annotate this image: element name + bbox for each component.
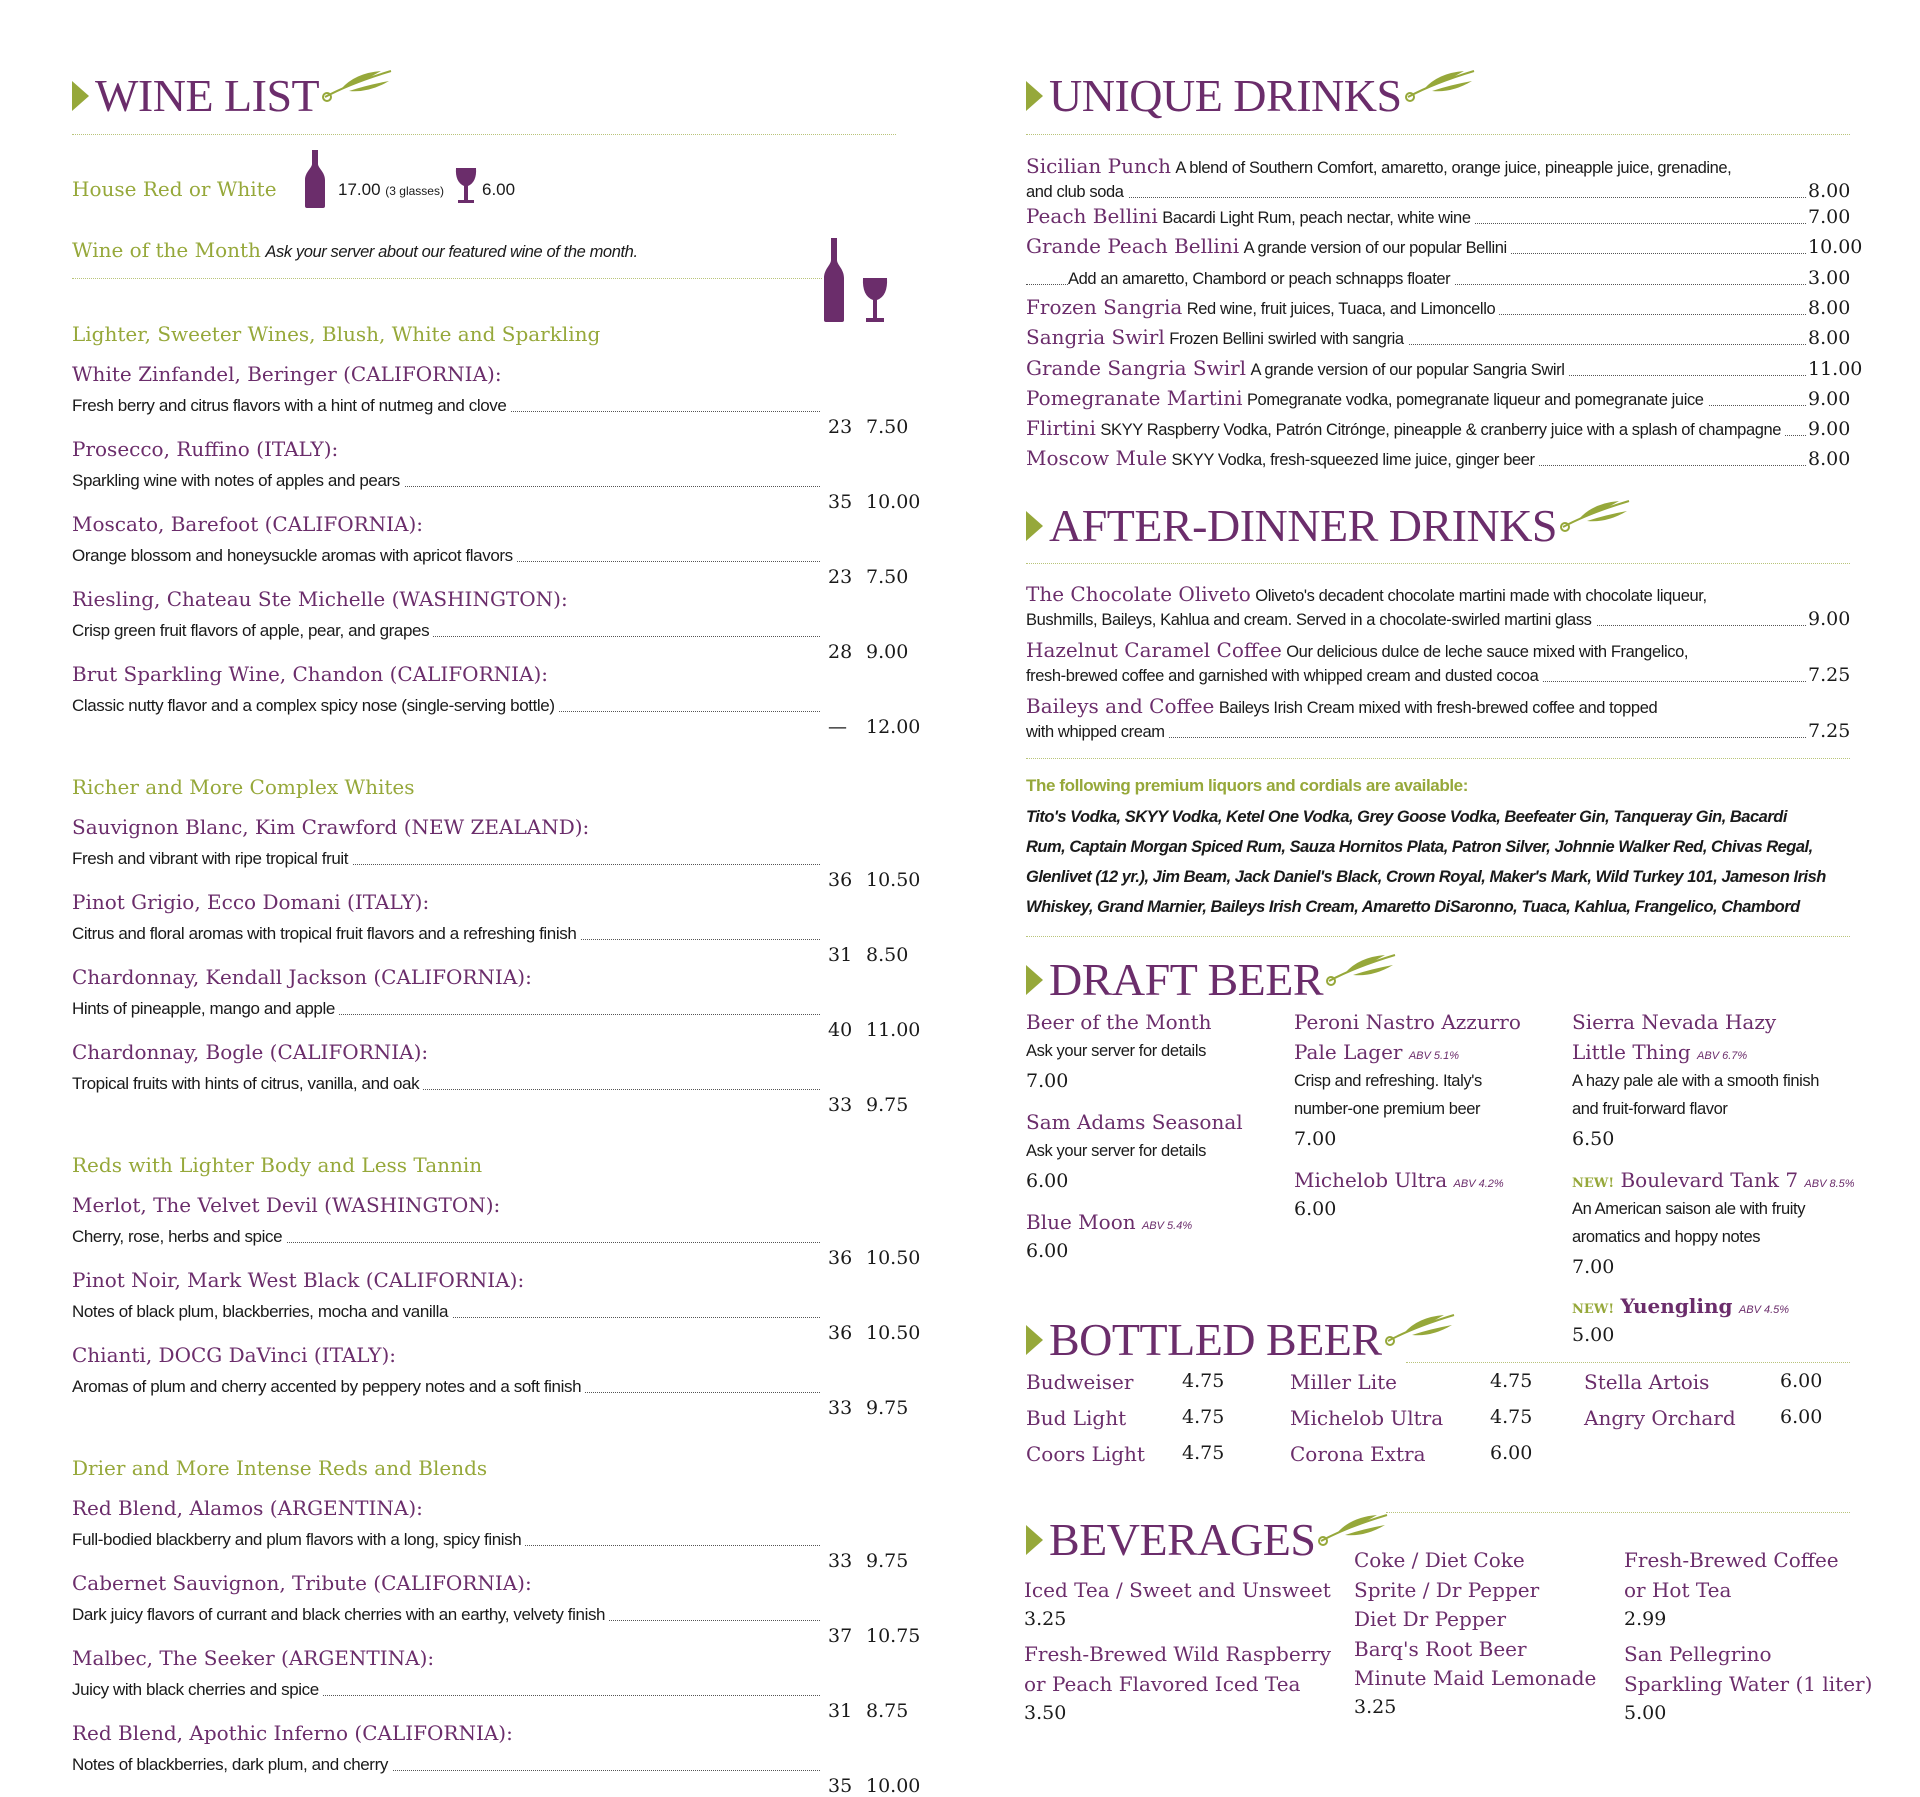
divider xyxy=(72,134,896,135)
boulevard-abv: ABV 8.5% xyxy=(1804,1178,1855,1190)
bottle-price: 23 xyxy=(828,416,853,438)
bottle-price: 31 xyxy=(828,1700,853,1722)
bottled-name: Budweiser xyxy=(1026,1370,1134,1394)
michelob-price: 6.00 xyxy=(1294,1198,1337,1220)
premium-liquors xyxy=(1026,802,1846,922)
glass-price: 8.75 xyxy=(866,1700,909,1722)
drink-text xyxy=(1026,204,1475,228)
bottled-price: 6.00 xyxy=(1780,1370,1823,1392)
bottled-price: 4.75 xyxy=(1182,1442,1225,1464)
yuengling-row xyxy=(1572,1294,1789,1318)
drink-price: 3.00 xyxy=(1808,266,1851,289)
triangle-bullet-icon xyxy=(1026,1325,1043,1355)
wine-category-title: Richer and More Complex Whites xyxy=(72,775,415,799)
after-price: 7.25 xyxy=(1808,664,1851,686)
blue-moon-name: Blue Moon xyxy=(1026,1210,1136,1234)
divider xyxy=(1026,936,1850,937)
coffee-name-1: Fresh-Brewed Coffee xyxy=(1624,1548,1839,1572)
drink-row xyxy=(1026,206,1866,230)
iced-tea-name: Iced Tea / Sweet and Unsweet xyxy=(1024,1578,1331,1602)
drink-price: 8.00 xyxy=(1808,296,1851,319)
soda-name: Diet Dr Pepper xyxy=(1354,1607,1507,1631)
wine-row xyxy=(72,1528,928,1572)
wine-row xyxy=(72,1225,928,1269)
boulevard-price: 7.00 xyxy=(1572,1256,1615,1278)
sierra-name-2-row xyxy=(1572,1040,1747,1064)
wine-name: Moscato, Barefoot (CALIFORNIA): xyxy=(72,512,424,536)
drink-desc: SKYY Raspberry Vodka, Patrón Citrónge, pineapple & cranberry juice with a splash of champagne xyxy=(1100,421,1782,440)
drink-name: Grande Sangria Swirl xyxy=(1026,355,1247,380)
peroni-desc-2: number-one premium beer xyxy=(1294,1100,1481,1118)
drink-desc: Bacardi Light Rum, peach nectar, white wine xyxy=(1162,209,1471,227)
iced-tea-price: 3.25 xyxy=(1024,1608,1067,1630)
new-badge: NEW! xyxy=(1572,1176,1615,1191)
boulevard-desc-1: An American saison ale with fruity xyxy=(1572,1200,1806,1218)
bottle-price: 31 xyxy=(828,944,853,966)
glass-price: 9.00 xyxy=(866,641,909,663)
wine-name: Chardonnay, Kendall Jackson (CALIFORNIA): xyxy=(72,965,532,989)
drink-name: Flirtini xyxy=(1026,416,1096,441)
premium-line: Glenlivet (12 yr.), Jim Beam, Jack Daniel's Black, Crown Royal, Maker's Mark, Wild Turkey 101, Jameson Irish xyxy=(1026,868,1826,886)
after-price: 7.25 xyxy=(1808,720,1851,742)
wine-name: White Zinfandel, Beringer (CALIFORNIA): xyxy=(72,362,502,386)
peroni-abv: ABV 5.1% xyxy=(1408,1050,1459,1062)
wine-desc: Juicy with black cherries and spice xyxy=(72,1680,323,1700)
wine-name: Pinot Noir, Mark West Black (CALIFORNIA): xyxy=(72,1268,525,1292)
rasp-tea-name-2: or Peach Flavored Iced Tea xyxy=(1024,1672,1301,1696)
drink-row xyxy=(1026,294,1866,321)
olive-branch-icon xyxy=(1325,947,1399,987)
wine-category-title: Reds with Lighter Body and Less Tannin xyxy=(72,1153,483,1177)
bottle-price: 28 xyxy=(828,641,853,663)
beer-of-month-name: Beer of the Month xyxy=(1026,1010,1212,1034)
drink-name: Moscow Mule xyxy=(1026,446,1168,471)
triangle-bullet-icon xyxy=(1026,965,1043,995)
unique-drinks-header xyxy=(1026,66,1478,126)
wine-row xyxy=(72,544,928,588)
yuengling-price: 5.00 xyxy=(1572,1324,1615,1346)
house-wine-label: House Red or White xyxy=(72,177,277,201)
glass-price: 10.00 xyxy=(866,491,921,513)
drink-text xyxy=(1068,270,1454,289)
wine-row xyxy=(72,1300,928,1344)
wine-glass-icon xyxy=(455,168,477,204)
coffee-price: 2.99 xyxy=(1624,1608,1667,1630)
sierra-name-2: Little Thing xyxy=(1572,1040,1691,1064)
bottle-price: 36 xyxy=(828,1322,853,1344)
wine-desc: Notes of blackberries, dark plum, and cherry xyxy=(72,1755,392,1775)
sierra-abv: ABV 6.7% xyxy=(1697,1050,1748,1062)
sierra-price: 6.50 xyxy=(1572,1128,1615,1150)
drink-text xyxy=(1026,325,1408,349)
drink-desc-2: and club soda xyxy=(1026,183,1128,202)
drink-row xyxy=(1026,385,1866,412)
glass-price: 7.50 xyxy=(866,416,909,438)
glass-price: 12.00 xyxy=(866,716,921,738)
new-badge: NEW! xyxy=(1572,1302,1615,1317)
bottled-price: 6.00 xyxy=(1490,1442,1533,1464)
bottle-price: 33 xyxy=(828,1550,853,1572)
bottle-column-icon xyxy=(824,238,844,322)
drink-name: Grande Peach Bellini xyxy=(1026,234,1240,259)
drink-row xyxy=(1026,236,1866,260)
after-row xyxy=(1026,608,1866,632)
boulevard-row xyxy=(1572,1168,1855,1192)
wine-row xyxy=(72,922,928,966)
bottled-name: Corona Extra xyxy=(1290,1442,1426,1466)
sam-adams-price: 6.00 xyxy=(1026,1170,1069,1192)
wine-row xyxy=(72,1072,928,1116)
house-bottle-price: 17.00 xyxy=(338,180,381,199)
glass-price: 9.75 xyxy=(866,1397,909,1419)
bottled-price: 4.75 xyxy=(1490,1406,1533,1428)
premium-title: The following premium liquors and cordials are available: xyxy=(1026,776,1468,795)
olive-branch-icon xyxy=(1404,63,1478,103)
pellegrino-name-1: San Pellegrino xyxy=(1624,1642,1772,1666)
wine-category-title: Lighter, Sweeter Wines, Blush, White and Sparkling xyxy=(72,322,601,346)
drink-name: Pomegranate Martini xyxy=(1026,385,1243,410)
bottled-name: Miller Lite xyxy=(1290,1370,1397,1394)
after-line-1 xyxy=(1026,638,1688,662)
glass-price: 10.00 xyxy=(866,1775,921,1797)
drink-name: Frozen Sangria xyxy=(1026,294,1183,319)
bottled-name: Angry Orchard xyxy=(1584,1406,1736,1430)
wine-name: Pinot Grigio, Ecco Domani (ITALY): xyxy=(72,890,430,914)
drink-text xyxy=(1026,416,1785,440)
drink-row xyxy=(1026,448,1866,472)
drink-price: 9.00 xyxy=(1808,418,1851,441)
drink-desc: Add an amaretto, Chambord or peach schnapps floater xyxy=(1068,269,1451,288)
sam-adams-name: Sam Adams Seasonal xyxy=(1026,1110,1243,1134)
bottle-price: 35 xyxy=(828,1775,853,1797)
blue-moon xyxy=(1026,1210,1192,1234)
wotm-desc: Ask your server about our featured wine of the month. xyxy=(265,243,638,261)
bottled-name: Michelob Ultra xyxy=(1290,1406,1444,1430)
divider xyxy=(1026,563,1850,564)
wine-desc: Hints of pineapple, mango and apple xyxy=(72,999,339,1019)
wine-desc: Dark juicy flavors of currant and black cherries with an earthy, velvety finish xyxy=(72,1605,609,1625)
sam-adams-desc: Ask your server for details xyxy=(1026,1142,1206,1160)
drink-desc: A grande version of our popular Bellini xyxy=(1243,239,1507,258)
wine-desc: Classic nutty flavor and a complex spicy nose (single-serving bottle) xyxy=(72,696,559,716)
peroni-price: 7.00 xyxy=(1294,1128,1337,1150)
wine-row xyxy=(72,847,928,891)
drink-price: 8.00 xyxy=(1808,448,1851,471)
wine-desc: Sparkling wine with notes of apples and pears xyxy=(72,471,404,491)
drink-price: 10.00 xyxy=(1808,236,1863,259)
drink-price: 7.00 xyxy=(1808,206,1851,228)
wine-desc: Notes of black plum, blackberries, mocha and vanilla xyxy=(72,1302,452,1322)
drink-price: 11.00 xyxy=(1808,357,1863,380)
pellegrino-price: 5.00 xyxy=(1624,1702,1667,1724)
bottled-price: 4.75 xyxy=(1182,1406,1225,1428)
michelob-name: Michelob Ultra xyxy=(1294,1168,1448,1192)
premium-line: Tito's Vodka, SKYY Vodka, Ketel One Vodka, Grey Goose Vodka, Beefeater Gin, Tanqueray Gin, Bacardi xyxy=(1026,808,1787,826)
soda-name: Barq's Root Beer xyxy=(1354,1636,1527,1661)
sierra-desc-1: A hazy pale ale with a smooth finish xyxy=(1572,1072,1819,1090)
section-title: UNIQUE DRINKS xyxy=(1049,70,1402,121)
soda-name: Sprite / Dr Pepper xyxy=(1354,1577,1540,1602)
section-title: BOTTLED BEER xyxy=(1049,1314,1382,1365)
wine-desc: Fresh berry and citrus flavors with a hint of nutmeg and clove xyxy=(72,396,510,416)
after-line-1 xyxy=(1026,694,1657,718)
wine-row xyxy=(72,694,928,738)
drink-row xyxy=(1026,418,1866,442)
drink-price: 8.00 xyxy=(1808,327,1851,350)
after-line-1 xyxy=(1026,582,1707,606)
glass-price: 9.75 xyxy=(866,1094,909,1116)
drink-text xyxy=(1026,386,1708,410)
glass-price: 10.75 xyxy=(866,1625,921,1647)
soda-name: Minute Maid Lemonade xyxy=(1354,1666,1597,1690)
pellegrino-name-2: Sparkling Water (1 liter) xyxy=(1624,1672,1873,1696)
bottled-name: Bud Light xyxy=(1026,1406,1127,1430)
wine-desc: Fresh and vibrant with ripe tropical fruit xyxy=(72,849,352,869)
drink-desc: Pomegranate vodka, pomegranate liqueur and pomegranate juice xyxy=(1246,390,1704,409)
divider xyxy=(72,278,822,279)
wine-row xyxy=(72,469,928,513)
sierra-desc-2: and fruit-forward flavor xyxy=(1572,1100,1728,1118)
bottled-price: 6.00 xyxy=(1780,1406,1823,1428)
after-name: The Chocolate Oliveto xyxy=(1026,582,1251,606)
drink-price: 8.00 xyxy=(1808,180,1851,202)
wine-bottle-icon xyxy=(305,150,325,208)
drink-text xyxy=(1026,295,1499,319)
bottle-price: 37 xyxy=(828,1625,853,1647)
bottle-price: 33 xyxy=(828,1397,853,1419)
after-desc: Oliveto's decadent chocolate martini made with chocolate liqueur, xyxy=(1255,587,1707,605)
drink-name: Sangria Swirl xyxy=(1026,325,1165,350)
divider xyxy=(1026,134,1850,135)
coffee-name-2: or Hot Tea xyxy=(1624,1578,1732,1602)
glass-price: 10.50 xyxy=(866,869,921,891)
bottled-beer-header xyxy=(1026,1310,1458,1370)
wine-name: Chianti, DOCG DaVinci (ITALY): xyxy=(72,1343,397,1367)
bottle-price: 36 xyxy=(828,1247,853,1269)
wine-name: Chardonnay, Bogle (CALIFORNIA): xyxy=(72,1040,429,1064)
dot-leader xyxy=(1026,197,1806,198)
wine-row xyxy=(72,1753,928,1797)
wine-of-month xyxy=(72,238,638,262)
wine-row xyxy=(72,394,928,438)
drink-desc: Red wine, fruit juices, Tuaca, and Limoncello xyxy=(1186,299,1496,318)
drink-desc: Frozen Bellini swirled with sangria xyxy=(1169,330,1404,349)
drink-desc: SKYY Vodka, fresh-squeezed lime juice, ginger beer xyxy=(1171,451,1535,470)
blue-moon-price: 6.00 xyxy=(1026,1240,1069,1262)
drink-text xyxy=(1026,234,1511,258)
triangle-bullet-icon xyxy=(1026,511,1043,541)
section-title: BEVERAGES xyxy=(1049,1514,1316,1565)
sierra-name-1: Sierra Nevada Hazy xyxy=(1572,1010,1777,1034)
after-name: Hazelnut Caramel Coffee xyxy=(1026,638,1282,662)
house-glass-price: 6.00 xyxy=(482,180,516,199)
olive-branch-icon xyxy=(1317,1507,1391,1547)
boulevard-desc-2: aromatics and hoppy notes xyxy=(1572,1228,1761,1246)
wine-name: Cabernet Sauvignon, Tribute (CALIFORNIA): xyxy=(72,1571,532,1595)
peroni-name-1: Peroni Nastro Azzurro xyxy=(1294,1010,1521,1034)
divider xyxy=(1386,1512,1850,1513)
after-row xyxy=(1026,720,1866,744)
section-title: DRAFT BEER xyxy=(1049,954,1324,1005)
glass-price: 10.50 xyxy=(866,1322,921,1344)
wine-name: Merlot, The Velvet Devil (WASHINGTON): xyxy=(72,1193,501,1217)
glass-price: 7.50 xyxy=(866,566,909,588)
soda-price: 3.25 xyxy=(1354,1696,1397,1718)
divider xyxy=(1406,1362,1850,1363)
divider xyxy=(1026,758,1850,759)
house-bottle-note: (3 glasses) xyxy=(385,184,444,198)
bottle-price: 33 xyxy=(828,1094,853,1116)
drink-name: Sicilian Punch xyxy=(1026,154,1171,178)
bottle-price: — xyxy=(828,716,847,738)
drink-line-1 xyxy=(1026,154,1731,178)
beverages-header xyxy=(1026,1510,1391,1570)
after-price: 9.00 xyxy=(1808,608,1851,630)
wine-desc: Citrus and floral aromas with tropical fruit flavors and a refreshing finish xyxy=(72,924,580,944)
bottled-name: Stella Artois xyxy=(1584,1370,1710,1394)
yuengling-name: Yuengling xyxy=(1620,1294,1733,1318)
after-name: Baileys and Coffee xyxy=(1026,694,1215,718)
wine-name: Malbec, The Seeker (ARGENTINA): xyxy=(72,1646,435,1670)
bottle-price: 40 xyxy=(828,1019,853,1041)
peroni-name-2: Pale Lager xyxy=(1294,1040,1403,1064)
drink-row xyxy=(1026,267,1866,291)
wine-row xyxy=(72,619,928,663)
drink-row xyxy=(1026,180,1866,204)
peroni-name-2-row xyxy=(1294,1040,1459,1064)
glass-price: 8.50 xyxy=(866,944,909,966)
michelob-abv: ABV 4.2% xyxy=(1453,1178,1504,1190)
triangle-bullet-icon xyxy=(1026,1525,1043,1555)
wine-row xyxy=(72,1603,928,1647)
drink-text xyxy=(1026,356,1569,380)
beer-of-month-desc: Ask your server for details xyxy=(1026,1042,1206,1060)
rasp-tea-name-1: Fresh-Brewed Wild Raspberry xyxy=(1024,1642,1332,1666)
premium-line: Whiskey, Grand Marnier, Baileys Irish Cream, Amaretto DiSaronno, Tuaca, Kahlua, Frangelico, Chambord xyxy=(1026,898,1800,916)
section-title: AFTER-DINNER DRINKS xyxy=(1049,500,1557,551)
after-desc-2: fresh-brewed coffee and garnished with whipped cream and dusted cocoa xyxy=(1026,667,1542,686)
wotm-label: Wine of the Month xyxy=(72,238,261,262)
drink-desc: A blend of Southern Comfort, amaretto, orange juice, pineapple juice, grenadine, xyxy=(1175,159,1732,177)
triangle-bullet-icon xyxy=(1026,81,1043,111)
drink-desc: A grande version of our popular Sangria Swirl xyxy=(1250,360,1565,379)
wine-name: Sauvignon Blanc, Kim Crawford (NEW ZEALAND): xyxy=(72,815,590,839)
wine-list-header xyxy=(72,66,395,126)
olive-branch-icon xyxy=(1384,1307,1458,1347)
olive-branch-icon xyxy=(321,63,395,103)
rasp-tea-price: 3.50 xyxy=(1024,1702,1067,1724)
wine-desc: Full-bodied blackberry and plum flavors with a long, spicy finish xyxy=(72,1530,525,1550)
after-dinner-header xyxy=(1026,496,1633,556)
wine-name: Prosecco, Ruffino (ITALY): xyxy=(72,437,339,461)
after-desc-2: Bushmills, Baileys, Kahlua and cream. Served in a chocolate-swirled martini glass xyxy=(1026,611,1596,630)
wine-row xyxy=(72,1375,928,1419)
glass-price: 10.50 xyxy=(866,1247,921,1269)
bottle-price: 35 xyxy=(828,491,853,513)
beer-of-month-price: 7.00 xyxy=(1026,1070,1069,1092)
draft-beer-header xyxy=(1026,950,1399,1010)
bottled-price: 4.75 xyxy=(1182,1370,1225,1392)
wine-name: Red Blend, Alamos (ARGENTINA): xyxy=(72,1496,423,1520)
bottled-name: Coors Light xyxy=(1026,1442,1145,1466)
drink-text xyxy=(1026,446,1539,470)
soda-name: Coke / Diet Coke xyxy=(1354,1548,1525,1572)
blue-moon-abv: ABV 5.4% xyxy=(1141,1220,1193,1232)
triangle-bullet-icon xyxy=(72,81,89,111)
bottled-price: 4.75 xyxy=(1490,1370,1533,1392)
premium-line: Rum, Captain Morgan Spiced Rum, Sauza Hornitos Plata, Patron Silver, Johnnie Walker Red, Chivas Regal, xyxy=(1026,838,1813,856)
after-desc-2: with whipped cream xyxy=(1026,723,1169,742)
wine-desc: Cherry, rose, herbs and spice xyxy=(72,1227,286,1247)
wine-name: Brut Sparkling Wine, Chandon (CALIFORNIA): xyxy=(72,662,549,686)
house-bottle-price-row xyxy=(338,180,444,200)
drink-name: Peach Bellini xyxy=(1026,204,1158,228)
wine-row xyxy=(72,1678,928,1722)
wine-desc: Tropical fruits with hints of citrus, vanilla, and oak xyxy=(72,1074,423,1094)
glass-price: 11.00 xyxy=(866,1019,921,1041)
yuengling-abv: ABV 4.5% xyxy=(1738,1304,1790,1316)
glass-column-icon xyxy=(862,278,888,324)
michelob-draft xyxy=(1294,1168,1504,1192)
after-row xyxy=(1026,664,1866,688)
wine-name: Riesling, Chateau Ste Michelle (WASHINGTON): xyxy=(72,587,568,611)
after-desc: Our delicious dulce de leche sauce mixed with Frangelico, xyxy=(1286,643,1689,661)
drink-row xyxy=(1026,327,1866,351)
drink-price: 9.00 xyxy=(1808,387,1851,410)
olive-branch-icon xyxy=(1559,493,1633,533)
wine-name: Red Blend, Apothic Inferno (CALIFORNIA): xyxy=(72,1721,513,1745)
wine-desc: Crisp green fruit flavors of apple, pear, and grapes xyxy=(72,621,433,641)
wine-desc: Orange blossom and honeysuckle aromas with apricot flavors xyxy=(72,546,517,566)
glass-price: 9.75 xyxy=(866,1550,909,1572)
wine-category-title: Drier and More Intense Reds and Blends xyxy=(72,1456,488,1480)
bottle-price: 23 xyxy=(828,566,853,588)
drink-row xyxy=(1026,355,1866,382)
peroni-desc-1: Crisp and refreshing. Italy's xyxy=(1294,1072,1482,1090)
boulevard-name: Boulevard Tank 7 xyxy=(1620,1168,1799,1192)
after-desc: Baileys Irish Cream mixed with fresh-brewed coffee and topped xyxy=(1218,699,1658,717)
wine-row xyxy=(72,997,928,1041)
section-title: WINE LIST xyxy=(95,70,320,121)
bottle-price: 36 xyxy=(828,869,853,891)
wine-desc: Aromas of plum and cherry accented by peppery notes and a soft finish xyxy=(72,1377,585,1397)
